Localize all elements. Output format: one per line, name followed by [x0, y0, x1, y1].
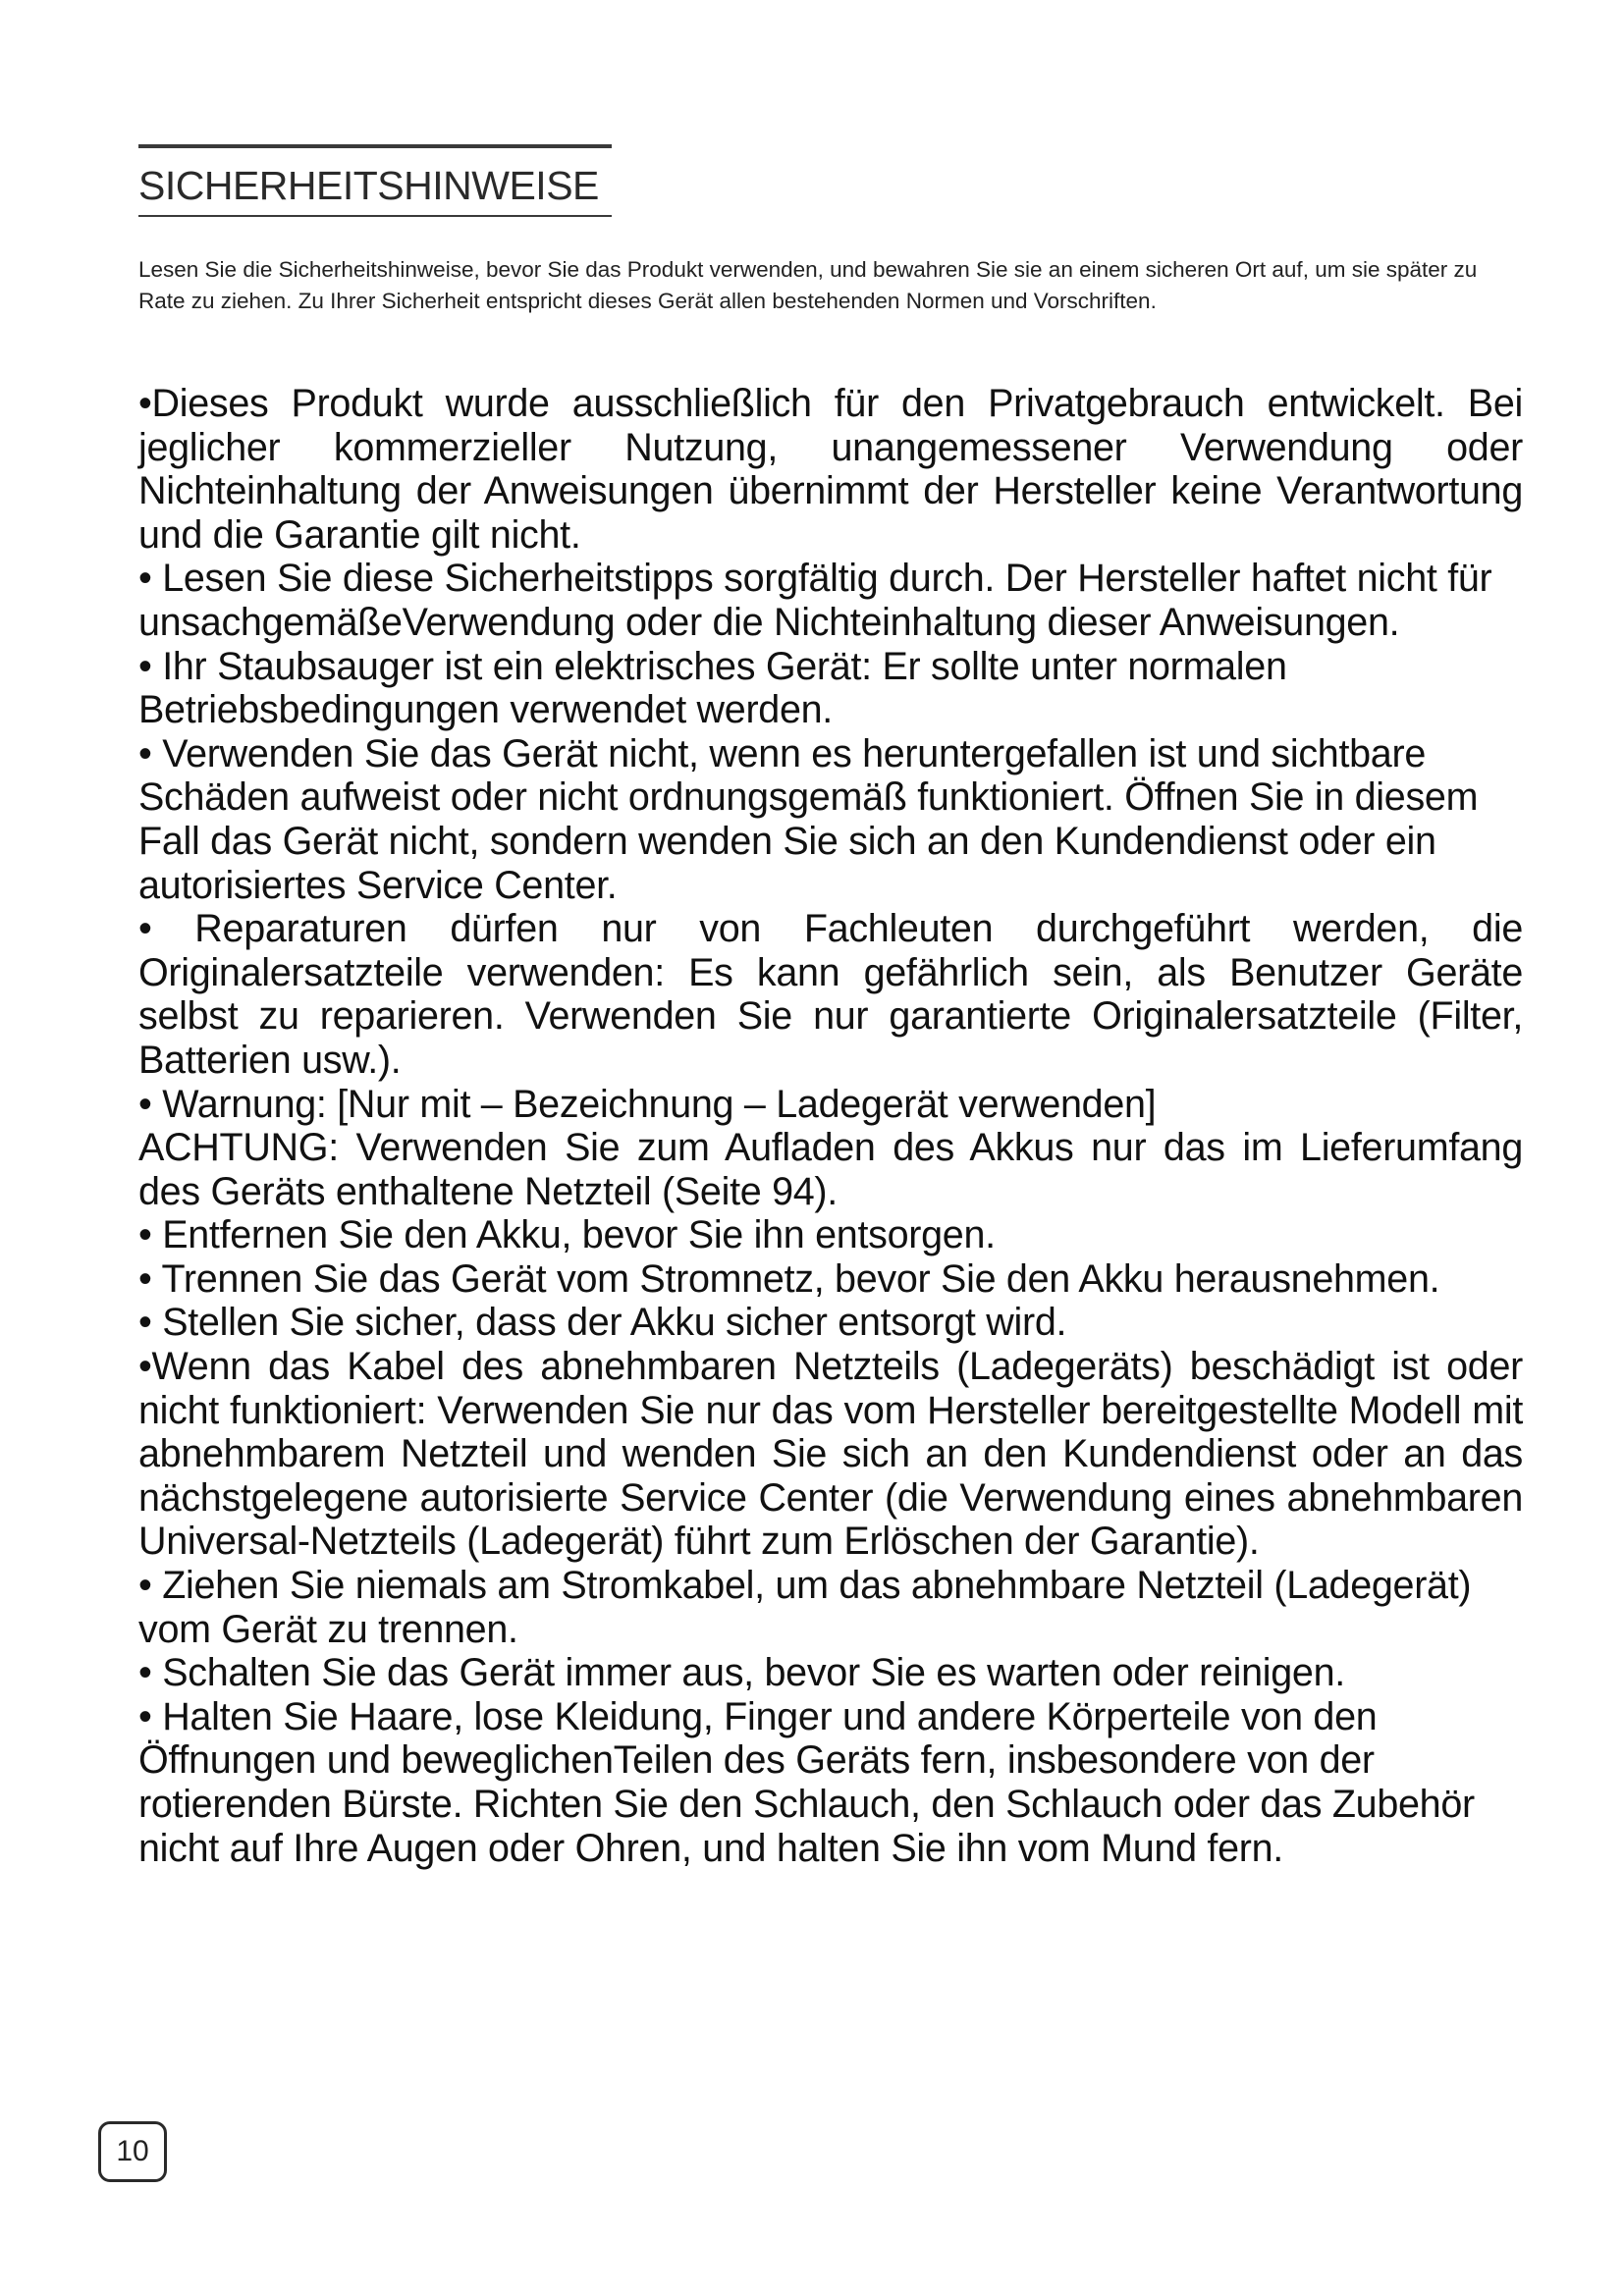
safety-item: • Ihr Staubsauger ist ein elektrisches Gerät: Er sollte unter normalen Betriebsbedingungen verwendet werden.	[138, 644, 1287, 732]
safety-item: • Reparaturen dürfen nur von Fachleuten durchgeführt werden, die Originalersatzteile verwenden: Es kann gefährlich sein, als Benutzer Geräte selbst zu reparieren. Verwenden Sie nur garantierte Originalersatzteile (Filter, Batterien usw.).	[138, 907, 1523, 1082]
intro-paragraph: Lesen Sie die Sicherheitshinweise, bevor Sie das Produkt verwenden, und bewahren Sie sie an einem sicheren Ort auf, um sie später zu Rate zu ziehen. Zu Ihrer Sicherheit entspricht dieses Gerät allen bestehenden Normen und Vorschriften.	[138, 257, 1478, 313]
safety-item: • Stellen Sie sicher, dass der Akku sicher entsorgt wird.	[138, 1301, 1067, 1345]
safety-item: • Ziehen Sie niemals am Stromkabel, um das abnehmbare Netzteil (Ladegerät) vom Gerät zu trennen.	[138, 1564, 1472, 1651]
safety-item: • Trennen Sie das Gerät vom Stromnetz, bevor Sie den Akku herausnehmen.	[138, 1256, 1440, 1301]
safety-item: • Verwenden Sie das Gerät nicht, wenn es heruntergefallen ist und sichtbare Schäden aufweist oder nicht ordnungsgemäß funktioniert. Öffnen Sie in diesem Fall das Gerät nicht, sondern wenden Sie sich an den Kundendienst oder ein autorisiertes Service Center.	[138, 731, 1479, 907]
section-header	[138, 144, 612, 217]
safety-item: • Schalten Sie das Gerät immer aus, bevor Sie es warten oder reinigen.	[138, 1651, 1345, 1695]
safety-item: • Entfernen Sie den Akku, bevor Sie ihn entsorgen.	[138, 1213, 996, 1257]
safety-item: • Halten Sie Haare, lose Kleidung, Finger und andere Körperteile von den Öffnungen und beweglichenTeilen des Geräts fern, insbesondere von der rotierenden Bürste. Richten Sie den Schlauch, den Schlauch oder das Zubehör nicht auf Ihre Augen oder Ohren, und halten Sie ihn vom Mund fern.	[138, 1694, 1475, 1870]
safety-item: ACHTUNG: Verwenden Sie zum Aufladen des Akkus nur das im Lieferumfang des Geräts enthaltene Netzteil (Seite 94).	[138, 1126, 1523, 1213]
safety-item: •Wenn das Kabel des abnehmbaren Netzteils (Ladegeräts) beschädigt ist oder nicht funktioniert: Verwenden Sie nur das vom Hersteller bereitgestellte Modell mit abnehmbarem Netzteil und wenden Sie sich an den Kundendienst oder an das nächstgelegene autorisierte Service Center (die Verwendung eines abnehmbaren Universal-Netzteils (Ladegerät) führt zum Erlöschen der Garantie).	[138, 1345, 1523, 1564]
section-title: SICHERHEITSHINWEISE	[138, 163, 599, 208]
safety-item: • Warnung: [Nur mit – Bezeichnung – Ladegerät verwenden]	[138, 1082, 1157, 1126]
safety-item: • Lesen Sie diese Sicherheitstipps sorgfältig durch. Der Hersteller haftet nicht für unsachgemäßeVerwendung oder die Nichteinhaltung dieser Anweisungen.	[138, 557, 1492, 644]
safety-list	[138, 382, 1523, 1870]
safety-item: •Dieses Produkt wurde ausschließlich für den Privatgebrauch entwickelt. Bei jeglicher kommerzieller Nutzung, unangemessener Verwendung oder Nichteinhaltung der Anweisungen übernimmt der Hersteller keine Verantwortung und die Garantie gilt nicht.	[138, 382, 1523, 557]
page-number: 10	[98, 2121, 167, 2182]
